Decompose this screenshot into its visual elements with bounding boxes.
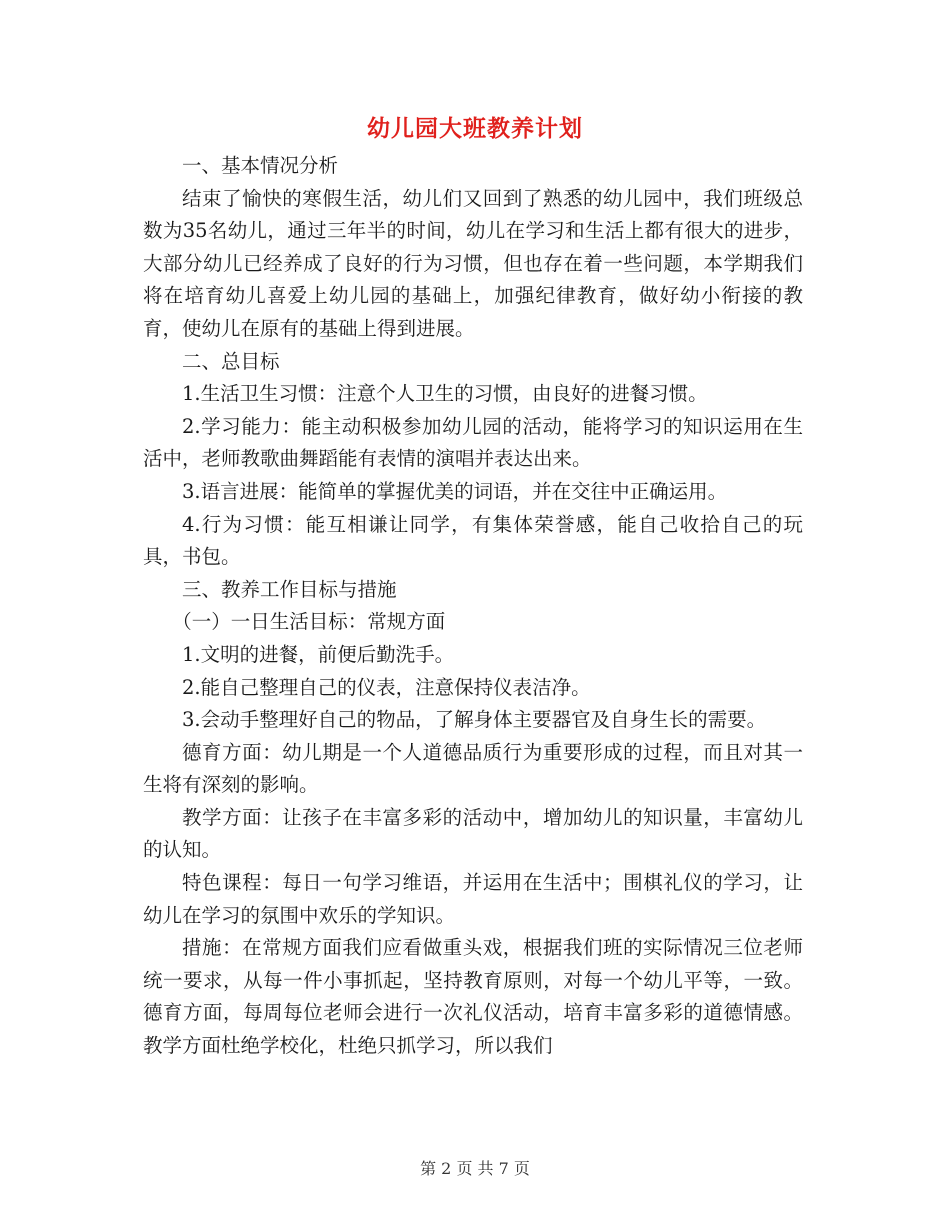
section-heading-2: 二、总目标 — [182, 349, 280, 373]
page-number-footer: 第 2 页 共 7 页 — [420, 1159, 530, 1178]
paragraph-moral: 德育方面：幼儿期是一个人道德品质行为重要形成的过程，而且对其一生将有深刻的影响。 — [143, 740, 803, 797]
goal-item-3: 3.语言进展：能简单的掌握优美的词语，并在交往中正确运用。 — [182, 479, 728, 503]
goal-item-2: 2.学习能力：能主动积极参加幼儿园的活动，能将学习的知识运用在生活中，老师教歌曲舞蹈能有表情的演唱并表达出来。 — [143, 414, 803, 471]
paragraph-measures: 措施：在常规方面我们应看做重头戏，根据我们班的实际情况三位老师统一要求，从每一件小事抓起，坚持教育原则，对每一个幼儿平等，一致。德育方面，每周每位老师会进行一次礼仪活动，培育丰富多彩的道德情感。教学方面杜绝学校化，杜绝只抓学习，所以我们 — [143, 936, 803, 1058]
subsection-heading-1: （一）一日生活目标：常规方面 — [172, 610, 446, 634]
paragraph-situation: 结束了愉快的寒假生活，幼儿们又回到了熟悉的幼儿园中，我们班级总数为35名幼儿，通过三年半的时间，幼儿在学习和生活上都有很大的进步，大部分幼儿已经养成了良好的行为习惯，但也存在着一些问题，本学期我们将在培育幼儿喜爱上幼儿园的基础上，加强纪律教育，做好幼小衔接的教育，使幼儿在原有的基础上得到进展。 — [143, 186, 803, 340]
document-title: 幼儿园大班教养计划 — [367, 115, 583, 142]
section-heading-3: 三、教养工作目标与措施 — [182, 577, 397, 601]
section-heading-1: 一、基本情况分析 — [182, 154, 339, 177]
routine-item-3: 3.会动手整理好自己的物品，了解身体主要器官及自身生长的需要。 — [182, 708, 767, 732]
document-body — [143, 150, 803, 1063]
routine-item-2: 2.能自己整理自己的仪表，注意保持仪表洁净。 — [182, 675, 591, 699]
goal-item-1: 1.生活卫生习惯：注意个人卫生的习惯，由良好的进餐习惯。 — [182, 382, 708, 406]
paragraph-teaching: 教学方面：让孩子在丰富多彩的活动中，增加幼儿的知识量，丰富幼儿的认知。 — [143, 805, 803, 862]
goal-item-4: 4.行为习惯：能互相谦让同学，有集体荣誉感，能自己收拾自己的玩具，书包。 — [143, 512, 803, 569]
paragraph-special-course: 特色课程：每日一句学习维语，并运用在生活中；围棋礼仪的学习，让幼儿在学习的氛围中欢乐的学知识。 — [143, 871, 803, 927]
routine-item-1: 1.文明的进餐，前便后勤洗手。 — [182, 642, 455, 666]
